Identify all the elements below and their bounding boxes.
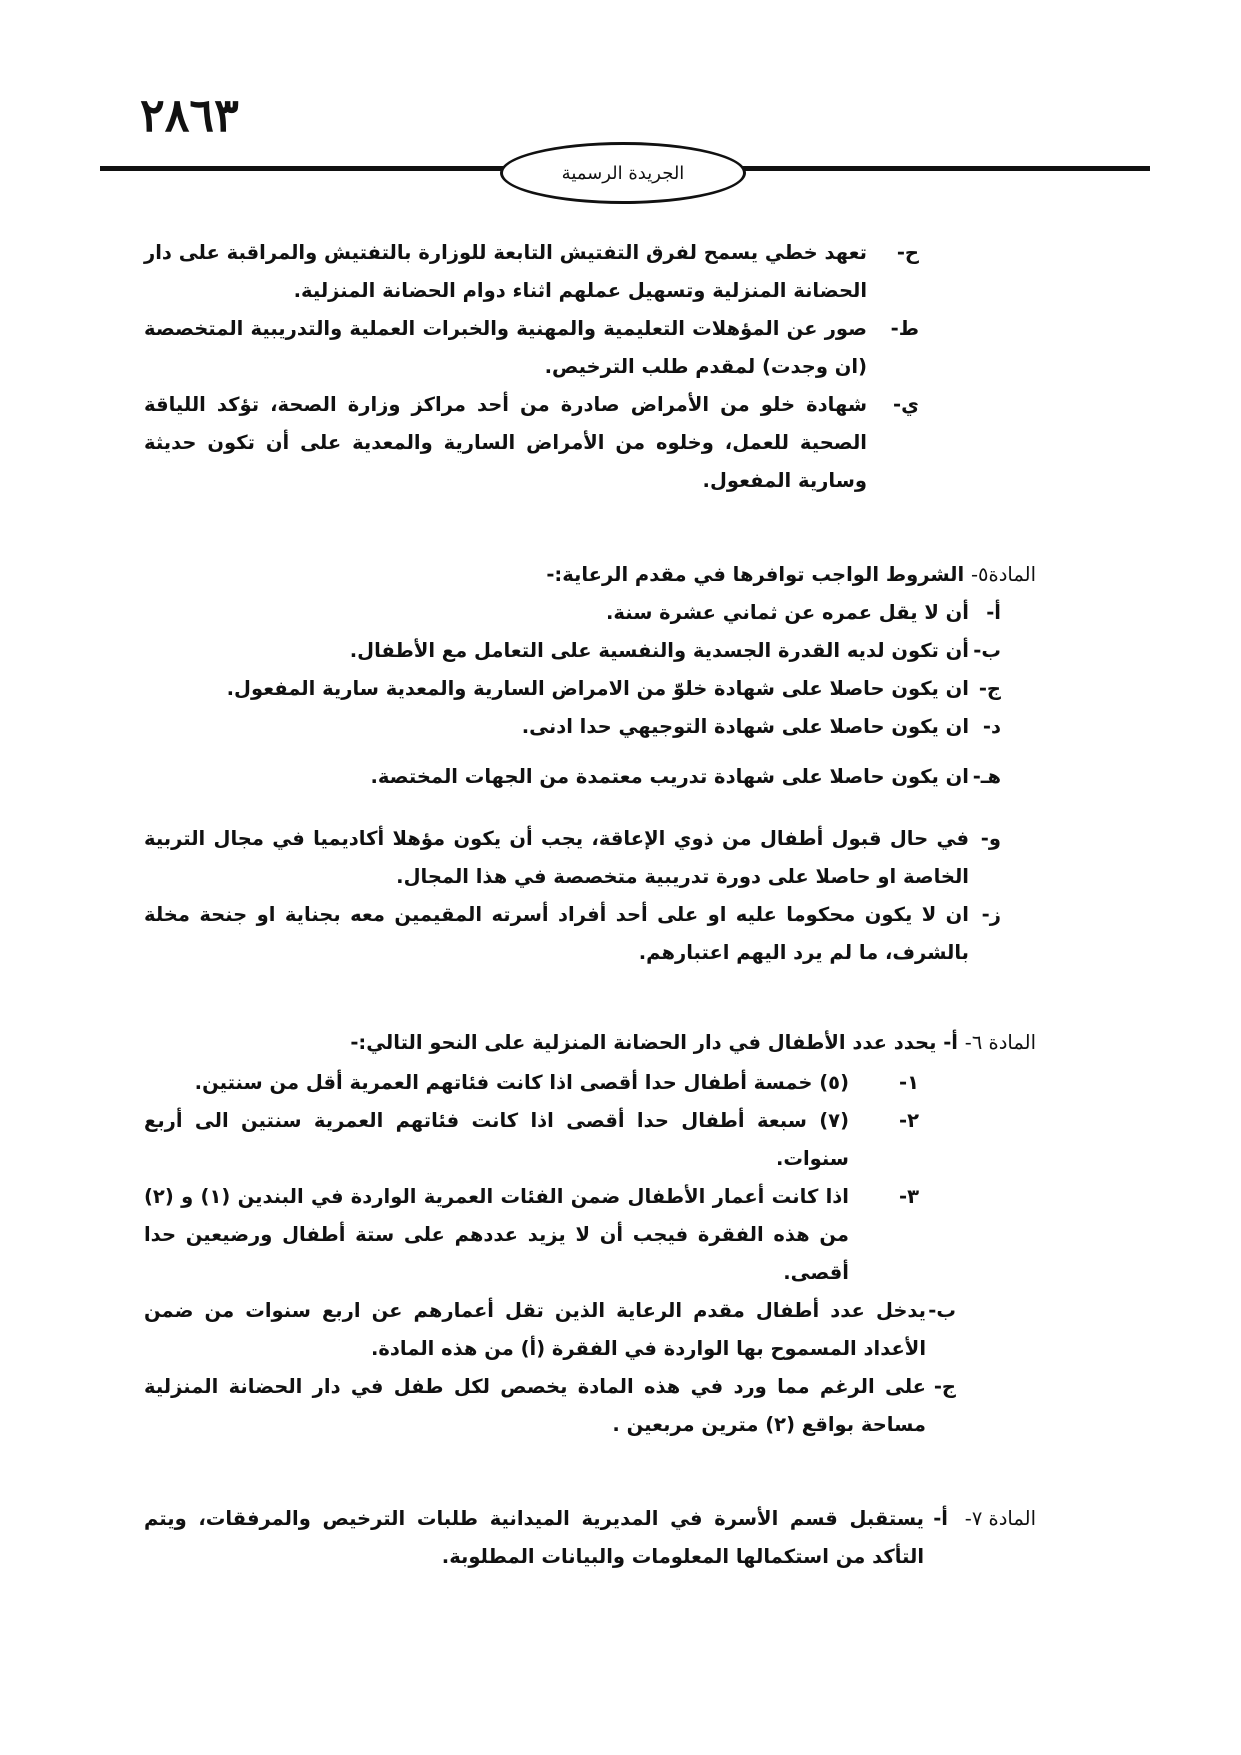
article-5-title: الشروط الواجب توافرها في مقدم الرعاية:-	[546, 563, 965, 586]
item-text: أن لا يقل عمره عن ثماني عشرة سنة.	[606, 601, 969, 624]
article-5-heading	[546, 556, 1036, 594]
list-item	[144, 1368, 956, 1444]
item-text: يدخل عدد أطفال مقدم الرعاية الذين تقل أعمارهم عن اربع سنوات من ضمن الأعداد المسموح بها الواردة في الفقرة (أ) من هذه المادة.	[144, 1299, 926, 1360]
item-marker: ط-	[890, 317, 919, 340]
item-text: اذا كانت أعمار الأطفال ضمن الفئات العمرية الواردة في البندين (١) و (٢) من هذه الفقرة فيجب أن لا يزيد عددهم على ستة أطفال ورضيعين حدا أقصى.	[144, 1185, 849, 1284]
item-marker: ب-	[928, 1299, 956, 1322]
item-text: شهادة خلو من الأمراض صادرة من أحد مراكز وزارة الصحة، تؤكد اللياقة الصحية للعمل، وخلوه من الأمراض السارية والمعدية على أن تكون حديثة وسارية المفعول.	[144, 393, 867, 492]
item-text: في حال قبول أطفال من ذوي الإعاقة، يجب أن يكون مؤهلا أكاديميا في مجال التربية الخاصة او حاصلا على دورة تدريبية متخصصة في هذا المجال.	[144, 827, 969, 888]
item-text: أن تكون لديه القدرة الجسدية والنفسية على التعامل مع الأطفال.	[349, 639, 969, 662]
numbered-item	[144, 1102, 919, 1178]
item-marker: ٢-	[899, 1109, 919, 1132]
list-item	[144, 310, 919, 386]
item-marker: ب-	[973, 639, 1001, 662]
article-6-label: المادة ٦-	[964, 1031, 1036, 1054]
item-text: ان يكون حاصلا على شهادة تدريب معتمدة من الجهات المختصة.	[370, 765, 969, 788]
article-6-title: أ- يحدد عدد الأطفال في دار الحضانة المنزلية على النحو التالي:-	[350, 1031, 958, 1054]
item-text: على الرغم مما ورد في هذه المادة يخصص لكل طفل في دار الحضانة المنزلية مساحة بواقع (٢) مترين مربعين .	[144, 1375, 926, 1436]
list-item	[241, 632, 1001, 670]
numbered-item	[144, 1178, 919, 1292]
item-marker: أ-	[986, 601, 1001, 624]
item-text: يستقبل قسم الأسرة في المديرية الميدانية طلبات الترخيص والمرفقات، ويتم التأكد من استكمالها المعلومات والبيانات المطلوبة.	[144, 1507, 924, 1568]
article-6-heading	[350, 1024, 1036, 1062]
item-text: صور عن المؤهلات التعليمية والمهنية والخبرات العملية والتدريبية المتخصصة (ان وجدت) لمقدم طلب الترخيص.	[144, 317, 867, 378]
list-item	[144, 896, 1001, 972]
item-text: ان يكون حاصلا على شهادة التوجيهي حدا ادنى.	[521, 715, 969, 738]
item-marker: أ-	[933, 1507, 948, 1530]
list-item	[241, 758, 1001, 796]
item-marker: ٣-	[899, 1185, 919, 1208]
page-number: ٢٨٦٣	[140, 88, 239, 142]
item-text: ان يكون حاصلا على شهادة خلوّ من الامراض السارية والمعدية سارية المفعول.	[226, 677, 969, 700]
header-title: الجريدة الرسمية	[561, 162, 685, 184]
item-marker: هـ-	[972, 765, 1001, 788]
item-marker: د-	[982, 715, 1001, 738]
item-marker: ج-	[933, 1375, 956, 1398]
item-text: ان لا يكون محكوما عليه او على أحد أفراد أسرته المقيمين معه بجناية او جنحة مخلة بالشرف، ما لم يرد اليهم اعتبارهم.	[144, 903, 969, 964]
list-item	[144, 1292, 956, 1368]
list-item	[144, 234, 919, 310]
list-item	[144, 386, 919, 500]
item-marker: و-	[980, 827, 1001, 850]
list-item	[144, 820, 1001, 896]
item-text: (٥) خمسة أطفال حدا أقصى اذا كانت فئاتهم العمرية أقل من سنتين.	[194, 1071, 849, 1094]
item-marker: ج-	[978, 677, 1001, 700]
item-marker: ي-	[893, 393, 919, 416]
item-marker: ح-	[896, 241, 919, 264]
article-7	[144, 1500, 1036, 1576]
numbered-item	[144, 1064, 919, 1102]
list-item	[241, 594, 1001, 632]
item-text: تعهد خطي يسمح لفرق التفتيش التابعة للوزارة بالتفتيش والمراقبة على دار الحضانة المنزلية وتسهيل عملهم اثناء دوام الحضانة المنزلية.	[144, 241, 867, 302]
item-text: (٧) سبعة أطفال حدا أقصى اذا كانت فئاتهم العمرية سنتين الى أربع سنوات.	[144, 1109, 849, 1170]
item-marker: ١-	[899, 1071, 919, 1094]
list-item	[241, 708, 1001, 746]
item-marker: ز-	[981, 903, 1001, 926]
article-7-label: المادة ٧-	[964, 1507, 1036, 1530]
list-item	[201, 670, 1001, 708]
article-5-label: المادة٥-	[970, 563, 1036, 586]
